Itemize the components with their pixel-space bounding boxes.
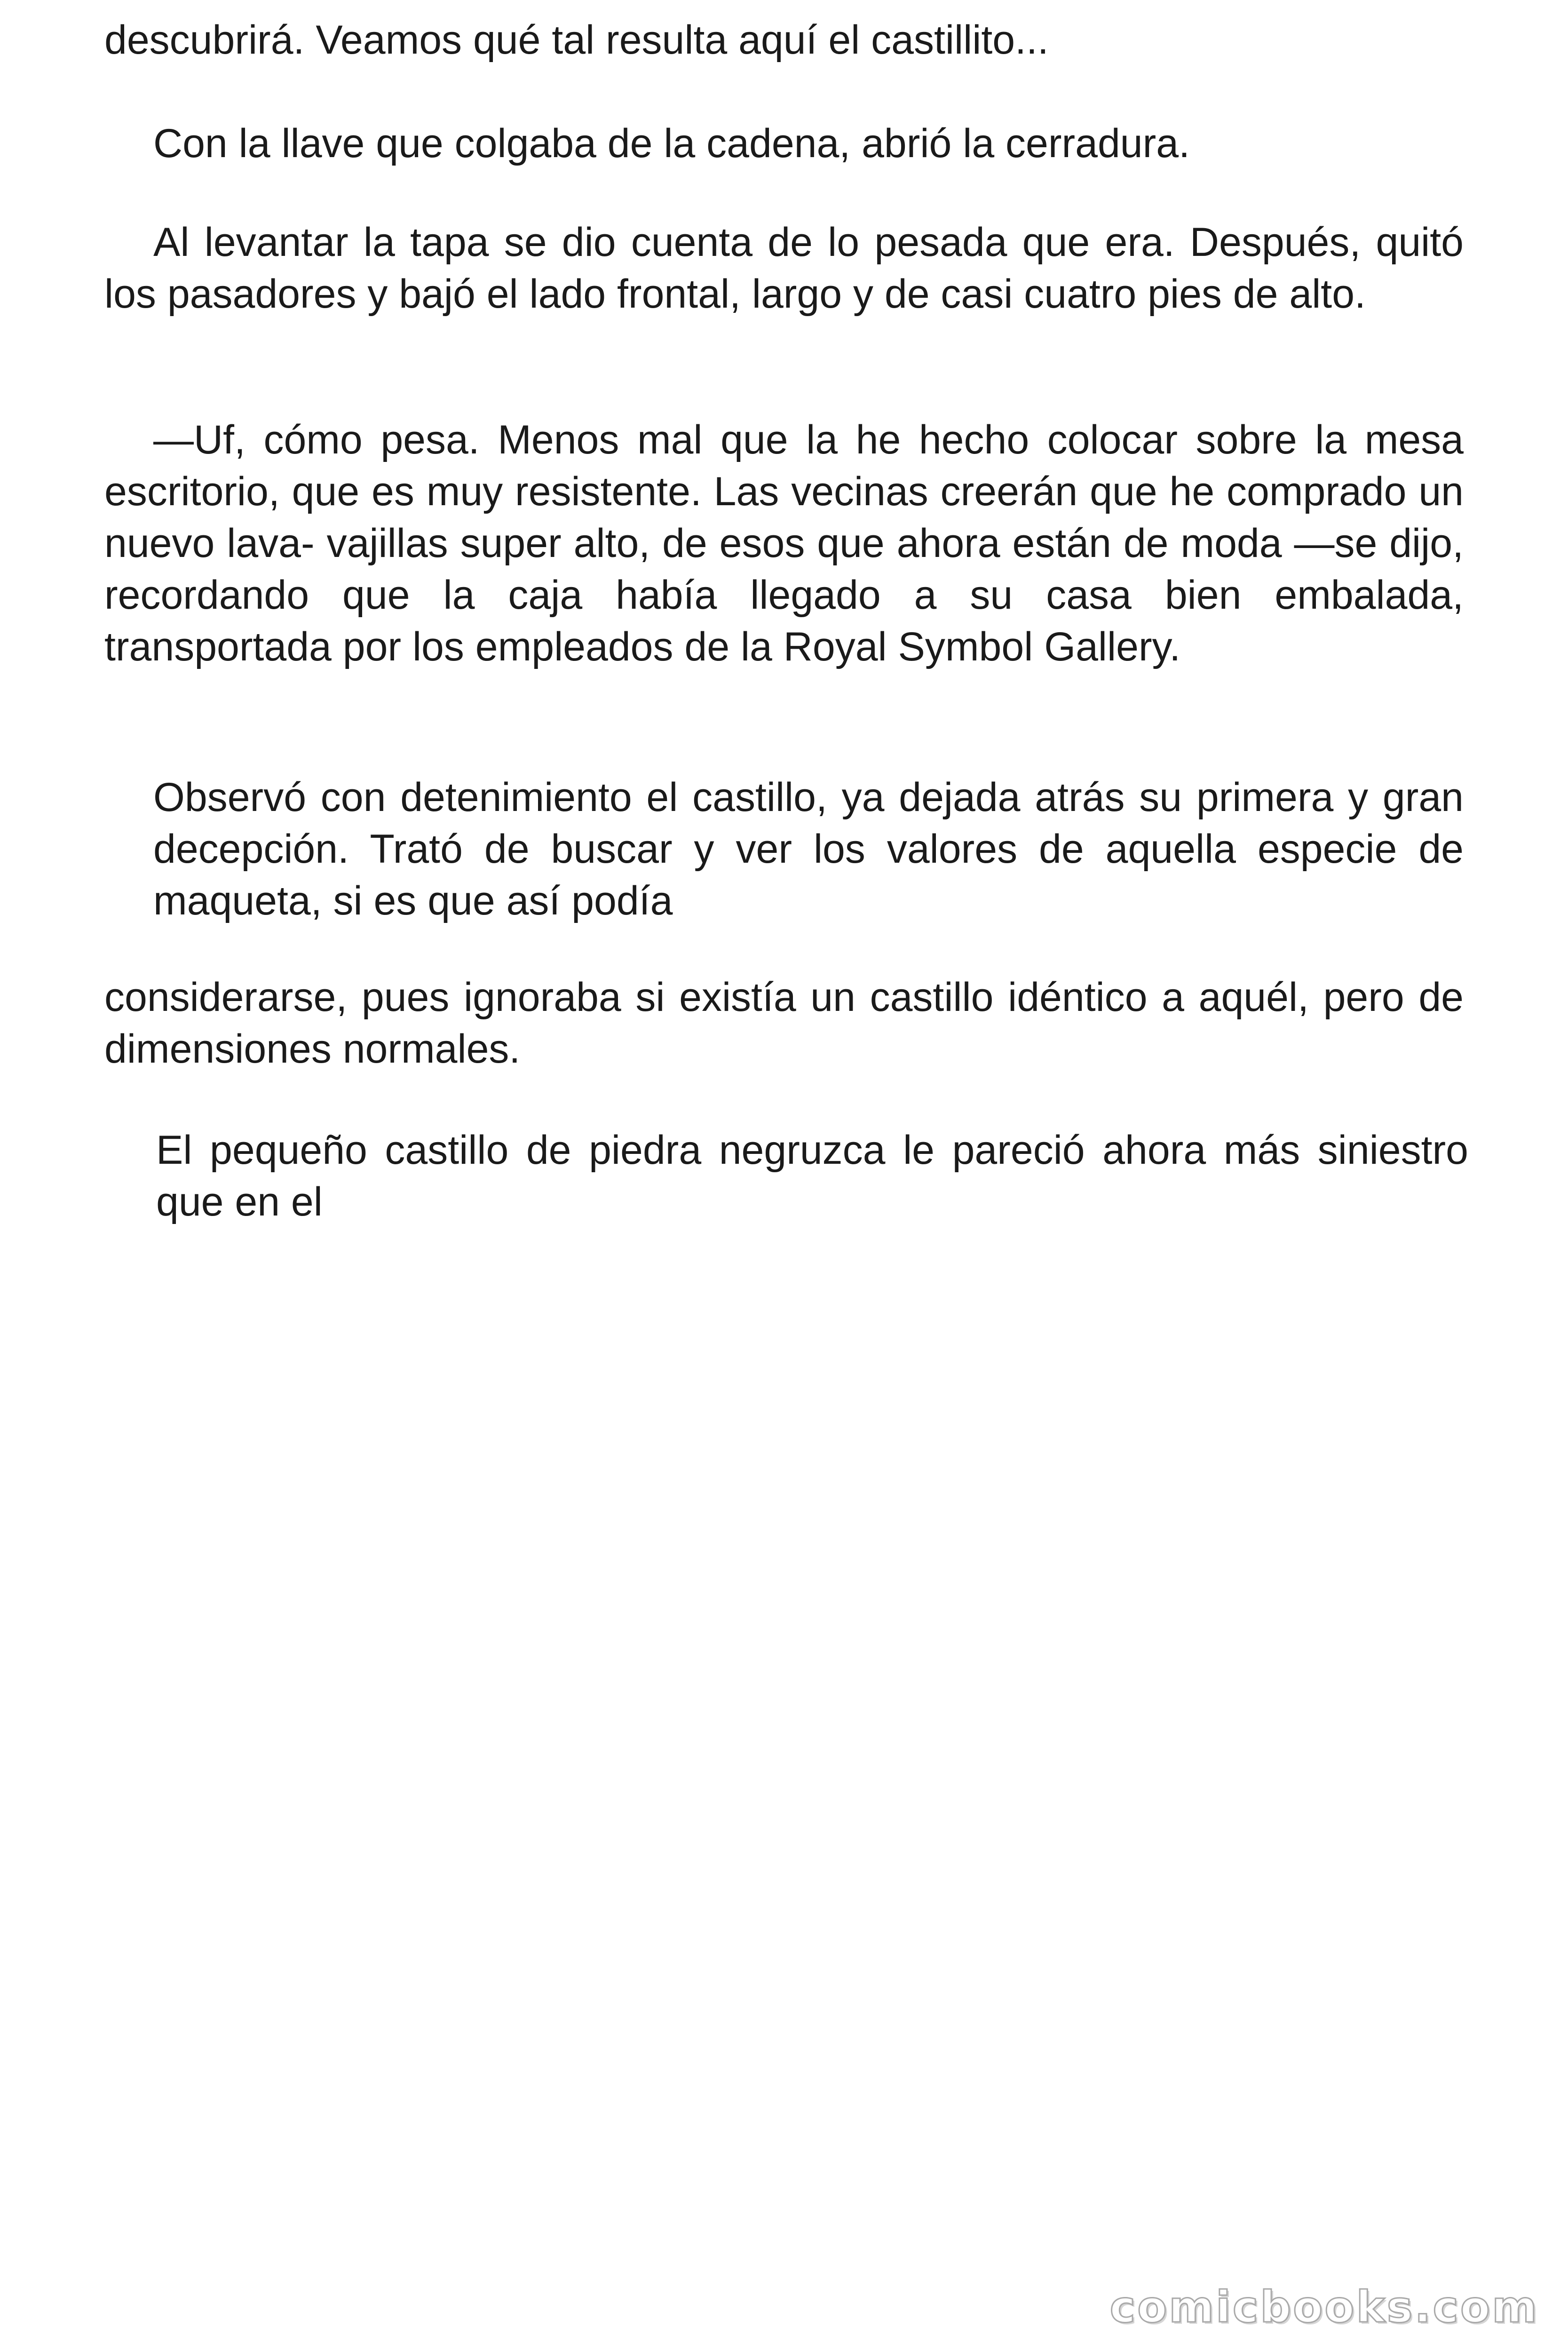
paragraph-1: descubrirá. Veamos qué tal resulta aquí el castillito... — [104, 17, 1049, 63]
paragraph-7: El pequeño castillo de piedra negruzca le pareció ahora más siniestro que en el — [156, 1128, 1468, 1224]
paragraph-6: considerarse, pues ignoraba si existía un castillo idéntico a aquél, pero de dimensiones normales. — [104, 975, 1464, 1072]
paragraph-5: Observó con detenimiento el castillo, ya dejada atrás su primera y gran decepción. Trató de buscar y ver los valores de aquella especie de maqueta, si es que así podía — [153, 775, 1464, 923]
watermark-logo: comicbooks.com — [1109, 2282, 1539, 2332]
paragraph-4: —Uf, cómo pesa. Menos mal que la he hecho colocar sobre la mesa escritorio, que es muy resistente. Las vecinas creerán que he comprado un nuevo lava- vajillas super alto, de esos que ahora están de moda —se dijo, recordando que la caja había llegado a su casa bien embalada, transportada por los empleados de la Royal Symbol Gallery. — [104, 417, 1464, 669]
paragraph-2: Con la llave que colgaba de la cadena, abrió la cerradura. — [153, 121, 1190, 166]
paragraph-3: Al levantar la tapa se dio cuenta de lo pesada que era. Después, quitó los pasadores y bajó el lado frontal, largo y de casi cuatro pies de alto. — [104, 220, 1464, 317]
